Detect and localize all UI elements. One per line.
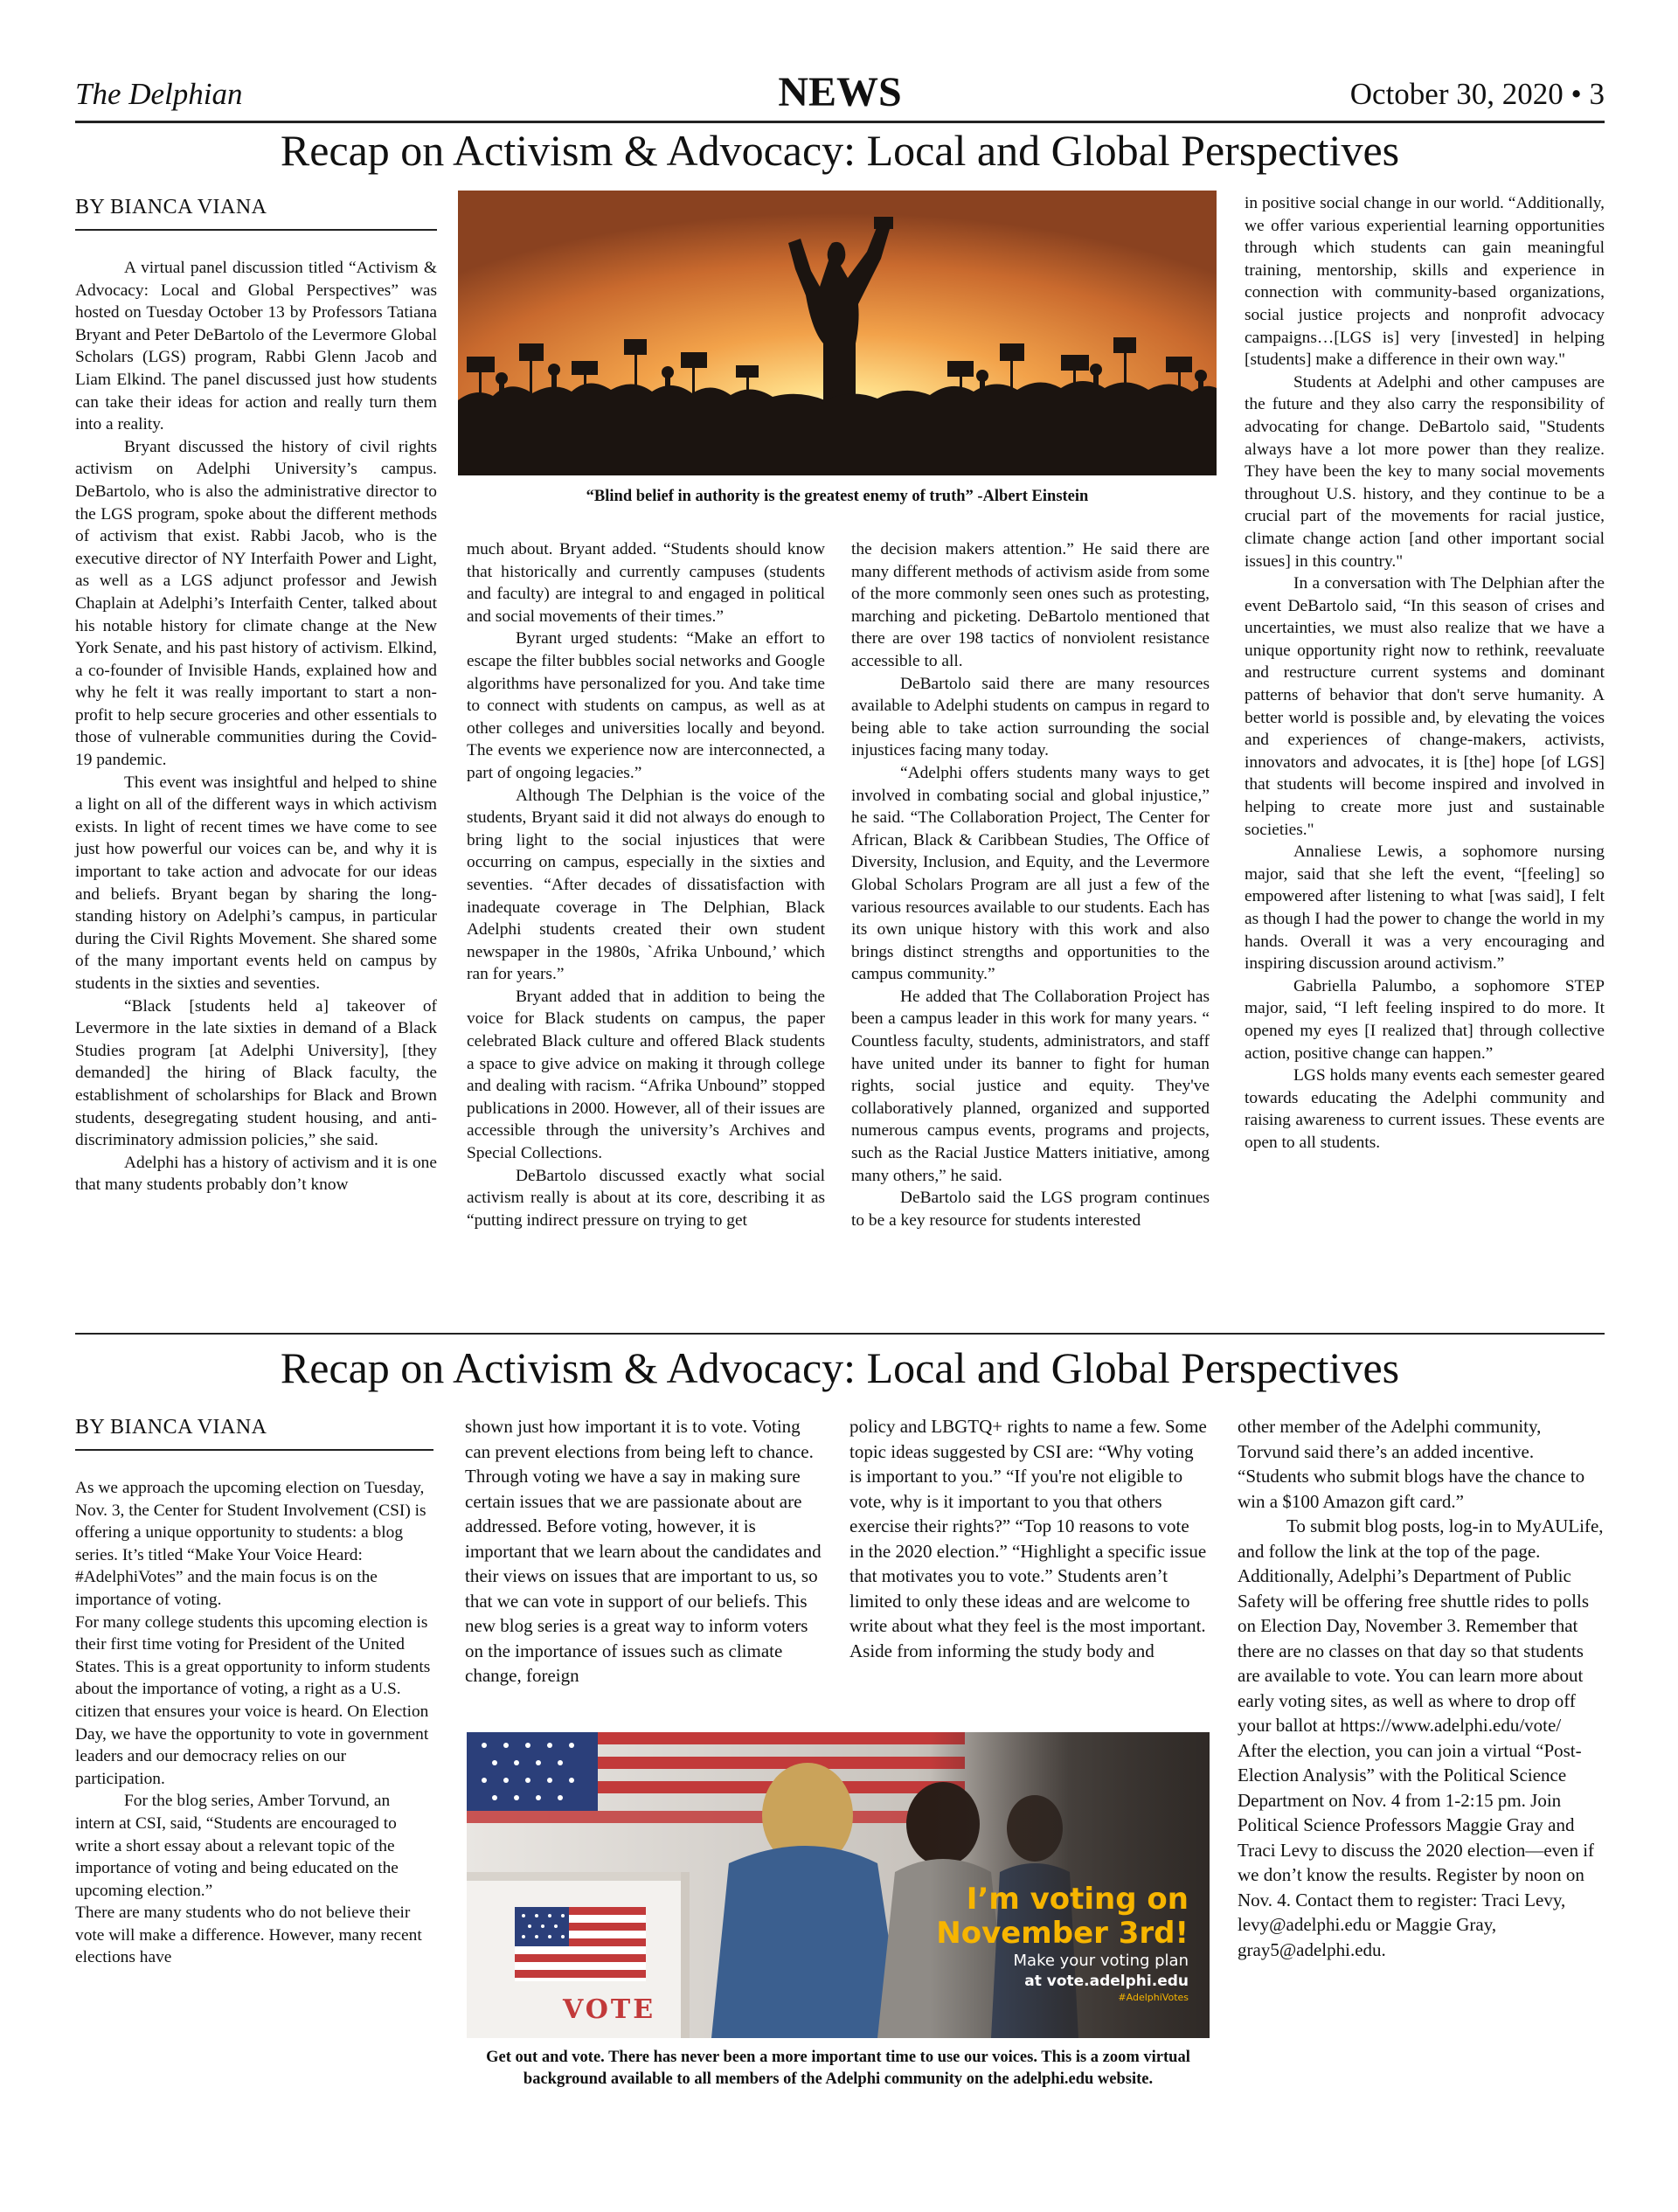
paragraph: much about. Bryant added. “Students should know that historically and currently campuses (students and faculty) are integral to and engaged in political and social movements of their times.” — [467, 540, 825, 626]
article1-column-2 — [467, 538, 825, 1231]
paragraph: Adelphi has a history of activism and it is one that many students probably don’t know — [75, 1153, 437, 1195]
ad-subtext-line2: at vote.adelphi.edu — [1024, 1973, 1189, 1990]
paragraph: the decision makers attention.” He said there are many different methods of activism aside from some of the more commonly seen ones such as protesting, marching and picketing. DeBartolo mentioned that there are over 198 tactics of nonviolent resistance accessible to all. — [851, 540, 1210, 670]
article2-column-4 — [1238, 1414, 1605, 1962]
booth-vote-label: VOTE — [563, 1994, 656, 2025]
article1-column-4 — [1245, 192, 1605, 1155]
paragraph: Byrant urged students: “Make an effort to escape the filter bubbles social networks and Google algorithms have personalized for you. And take time to connect with students on campus, as well as at other colleges and universities locally and beyond. The events we experience now are interconnected, a part of ongoing legacies.” — [467, 629, 825, 782]
article1-photo-caption: “Blind belief in authority is the greatest enemy of truth” -Albert Einstein — [586, 488, 1089, 505]
paragraph: In a conversation with The Delphian after the event DeBartolo said, “In this season of crises and uncertainties, we must also realize that we have a unique opportunity right now to rethink, reevaluate and restructure current systems and dominant patterns of behavior that don't serve humanity. A better world is possible and, by elevating the voices and experiences of change-makers, activists, innovators and advocates, it is [the] hope [of LGS] that students will become inspired and involved in helping to create more just and sustainable societies." — [1245, 574, 1605, 839]
ad-hashtag: #AdelphiVotes — [1118, 1992, 1189, 2003]
masthead-rule — [75, 121, 1605, 123]
ad-subtext-line1: Make your voting plan — [1013, 1952, 1189, 1970]
paragraph: To submit blog posts, log-in to MyAULife, and follow the link at the top of the page. — [1238, 1515, 1604, 1562]
paragraph: As we approach the upcoming election on Tuesday, Nov. 3, the Center for Student Involvement (CSI) is offering a unique opportunity to students: a blog series. It’s titled “Make Your Voice Heard: #AdelphiVotes” and the main focus is on the importance of voting. — [75, 1479, 426, 1609]
paragraph: LGS holds many events each semester geared towards educating the Adelphi community and raising awareness to current issues. These events are open to all students. — [1245, 1066, 1605, 1152]
paragraph: Annaliese Lewis, a sophomore nursing major, said that she left the event, “[feeling] so empowered after listening to what [was said], I felt as though I had the power to change the world in my hands. Overall it was a very encouraging and inspiring discussion around activism.” — [1245, 843, 1605, 974]
paragraph: policy and LBGTQ+ rights to name a few. Some topic ideas suggested by CSI are: “Why voting is important to you.” “If you're not eligible to vote, why is it important to you that others exercise their rights?” “Top 10 reasons to vote in the 2020 election.” “Highlight a specific issue that motivates you to vote.” Students aren’t limited to only these ideas and are welcome to write about what they feel is the most important. — [849, 1416, 1207, 1636]
paragraph: There are many students who do not believe their vote will make a difference. However, many recent elections have — [75, 1903, 422, 1967]
paragraph: Aside from informing the study body and — [849, 1640, 1154, 1661]
article1-column-1 — [75, 194, 437, 1196]
article2-headline: Recap on Activism & Advocacy: Local and Global Perspectives — [280, 1343, 1400, 1392]
paragraph: “Black [students held a] takeover of Levermore in the late sixties in demand of a Black Studies program [at Adelphi University], [they demanded] the hiring of Black faculty, the establishment of scholarships for Black and Brown students, desegregating student housing, and anti-discriminatory admission policies,” she said. — [75, 996, 437, 1150]
issue-date-page: October 30, 2020 • 3 — [1349, 77, 1605, 111]
paragraph: A virtual panel discussion titled “Activism & Advocacy: Local and Global Perspectives” was hosted on Tuesday October 13 by Professors Tatiana Bryant and Peter DeBartolo of the Levermore Global Scholars (LGS) program, Rabbi Glenn Jacob and Liam Elkind. The panel discussed just how students can take their ideas for action and really turn them into a reality. — [75, 259, 437, 434]
ad-headline-line2: November 3rd! — [936, 1916, 1189, 1951]
paragraph: Bryant added that in addition to being the voice for Black students on campus, the paper celebrated Black culture and offered Black students a space to give advice on making it through college and dealing with racism. “Afrika Unbound” stopped publications in 2000. However, all of their issues are accessible through the university’s Archives and Special Collections. — [467, 987, 825, 1163]
article-divider — [75, 1333, 1605, 1335]
paragraph: This event was insightful and helped to shine a light on all of the different ways in which activism exists. In light of recent times we have come to see just how powerful our voices can be, and why it is important to take action and advocate for our ideas and beliefs. Bryant began by sharing the long-standing history on Adelphi’s campus, in particular during the Civil Rights Movement. She shared some of the many important events held on campus by students in the sixties and seventies. — [75, 773, 437, 993]
ad-headline-line1: I’m voting on — [966, 1882, 1189, 1917]
paragraph: After the election, you can join a virtual “Post-Election Analysis” with the Political Science Department on Nov. 4 from 1-2:15 pm. Join Political Science Professors Maggie Gray and Traci Levy to discuss the 2020 election—even if we don’t know the results. Register by noon on Nov. 4. Contact them to register: Traci Levy, levy@adelphi.edu or Maggie Gray, gray5@adelphi.edu. — [1238, 1739, 1595, 1960]
voting-ad-photo — [467, 1732, 1210, 2038]
paragraph: Bryant discussed the history of civil rights activism on Adelphi University’s campus. DeBartolo, who is also the administrative director to the LGS program, spoke about the different methods of activism that exist. Rabbi Jacob, who is the executive director of NY Interfaith Power and Light, as well as a LGS adjunct professor and Jewish Chaplain at Adelphi’s Interfaith Center, talked about his notable history for climate change at the New York Senate, and his past history of activism. Elkind, a co-founder of Invisible Hands, explained how and why he felt it was really important to start a non-profit to help secure groceries and other essentials to those of vulnerable communities during the Covid-19 pandemic. — [75, 437, 437, 770]
paragraph: “Adelphi offers students many ways to get involved in combating social and global injustice,” he said. “The Collaboration Project, The Center for African, Black & Caribbean Studies, The Office of Diversity, Inclusion, and Equity, and the Levermore Global Scholars Program are all just a few of the various resources available to our students. Each has its own unique history with this work and also brings distinct strengths and opportunities to the campus community.” — [851, 763, 1210, 984]
paragraph: Gabriella Palumbo, a sophomore STEP major, said, “I left feeling inspired to do more. It opened my eyes [I realized that] through collective action, positive change can happen.” — [1245, 976, 1605, 1063]
article1-column-3 — [851, 538, 1210, 1231]
paragraph: For many college students this upcoming election is their first time voting for President of the United States. This is a great opportunity to inform students about the importance of voting, a right as a U.S. citizen that ensures your voice is heard. On Election Day, we have the opportunity to vote in government leaders and our democracy relies on our participation. — [75, 1612, 431, 1788]
article2-column-2 — [465, 1414, 823, 1688]
article1-byline: BY BIANCA VIANA — [75, 194, 437, 231]
article2-column-1 — [75, 1414, 433, 1969]
paragraph: He added that The Collaboration Project has been a campus leader in this work for many years. “ Countless faculty, students, administrators, and staff have united under its banner to fight for human rights, social justice and equity. They've collaboratively planned, organized and supported numerous campus events, programs and projects, such as the Racial Justice Matters initiative, among many others,” he said. — [851, 987, 1210, 1185]
section-title: NEWS — [778, 69, 902, 115]
paragraph: DeBartolo said the LGS program continues to be a key resource for students interested — [851, 1189, 1210, 1230]
masthead — [75, 68, 1605, 121]
paragraph: Although The Delphian is the voice of the students, Bryant said it did not always do enough to bring light to the social injustices that were occurring on campus, especially in the sixties and seventies. “After decades of dissatisfaction with inadequate coverage in The Delphian, Black Adelphi students created their own student newspaper in the 1980s, `Afrika Unbound,’ which ran for years.” — [467, 786, 825, 984]
paragraph: DeBartolo said there are many resources available to Adelphi students on campus in regard to being able to take action surrounding the social injustices facing many today. — [851, 674, 1210, 760]
paragraph: For the blog series, Amber Torvund, an intern at CSI, said, “Students are encouraged to write a short essay about a relevant topic of the importance of voting and being educated on the upcoming election.” — [75, 1792, 399, 1900]
article2-column-3 — [849, 1414, 1208, 1663]
article1-headline: Recap on Activism & Advocacy: Local and Global Perspectives — [280, 126, 1400, 175]
paragraph: Additionally, Adelphi’s Department of Public Safety will be offering free shuttle rides to polls on Election Day, November 3. Remember that there are no classes on that day so that students are available to vote. You can learn more about early voting sites, as well as where to drop off your ballot at https://www.adelphi.edu/vote/ — [1238, 1565, 1590, 1736]
ad-text-block — [936, 1883, 1189, 2005]
paragraph: in positive social change in our world. “Additionally, we offer various experiential learning opportunities through which students can gain meaningful training, mentorship, skills and experience in connection with community-based organizations, social justice projects and nonprofit advocacy campaigns…[LGS is] very [invested] in helping [students] make a difference in their own way." — [1245, 194, 1605, 370]
article2-photo-caption: Get out and vote. There has never been a more important time to use our voices. This is a zoom virtual background available to all members of the Adelphi community on the adelphi.edu website. — [486, 2049, 1190, 2088]
publication-name: The Delphian — [75, 77, 243, 111]
paragraph: other member of the Adelphi community, Torvund said there’s an added incentive. “Students who submit blogs have the chance to win a $100 Amazon gift card.” — [1238, 1416, 1585, 1512]
article2-byline: BY BIANCA VIANA — [75, 1414, 433, 1451]
paragraph: Students at Adelphi and other campuses are the future and they also carry the responsibility of advocating for change. DeBartolo said, "Students always have a lot more power than they realize. They have been the key to many social movements throughout U.S. history, and they continue to be a crucial part of the movements for racial justice, climate change action [and other important social issues] in this country." — [1245, 372, 1605, 571]
paragraph: shown just how important it is to vote. Voting can prevent elections from being left to chance. Through voting we have a say in making sure certain issues that we are passionate about are addressed. Before voting, however, it is important that we learn about the candidates and their views on issues that are important to us, so that we can vote in support of our beliefs. This new blog series is a great way to inform voters on the importance of issues such as climate change, foreign — [465, 1416, 822, 1686]
protest-sunset-photo — [458, 191, 1217, 475]
paragraph: DeBartolo discussed exactly what social activism really is about at its core, describing it as “putting indirect pressure on trying to get — [467, 1166, 825, 1230]
